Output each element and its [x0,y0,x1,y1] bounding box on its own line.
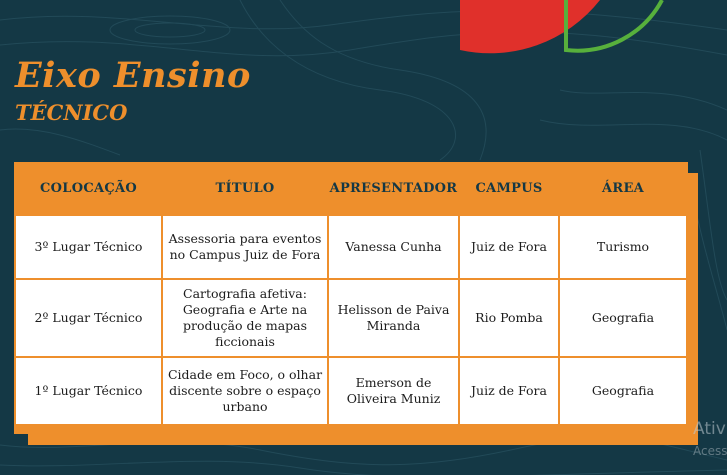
column-header-campus: CAMPUS [459,162,559,215]
column-header-placement: COLOCAÇÃO [15,162,162,215]
activation-watermark-line1: Ativ [693,419,726,439]
cell-presenter: Emerson de Oliveira Muniz [328,357,459,425]
column-header-area: ÁREA [559,162,687,215]
red-circle-shape [460,0,600,53]
cell-campus: Rio Pomba [459,279,559,357]
cell-area: Geografia [559,279,687,357]
cell-title: Cartografia afetiva: Geografia e Arte na produção de mapas ficcionais [162,279,328,357]
cell-placement: 3º Lugar Técnico [15,215,162,279]
column-header-title: TÍTULO [162,162,328,215]
cell-presenter: Vanessa Cunha [328,215,459,279]
cell-title: Cidade em Foco, o olhar discente sobre o espaço urbano [162,357,328,425]
cell-title: Assessoria para eventos no Campus Juiz de Fora [162,215,328,279]
cell-presenter: Helisson de Paiva Miranda [328,279,459,357]
cell-area: Turismo [559,215,687,279]
table-row [15,357,687,425]
activation-watermark-line2: Acess [693,444,727,458]
page-title: Eixo Ensino [15,55,251,96]
table-header-row [15,162,687,215]
results-table-container [14,162,686,434]
table-row [15,215,687,279]
column-header-presenter: APRESENTADOR [328,162,459,215]
page-subtitle: TÉCNICO [15,100,128,125]
cell-placement: 1º Lugar Técnico [15,357,162,425]
cell-placement: 2º Lugar Técnico [15,279,162,357]
results-table [14,162,688,426]
table-row [15,279,687,357]
cell-campus: Juiz de Fora [459,215,559,279]
cell-campus: Juiz de Fora [459,357,559,425]
cell-area: Geografia [559,357,687,425]
